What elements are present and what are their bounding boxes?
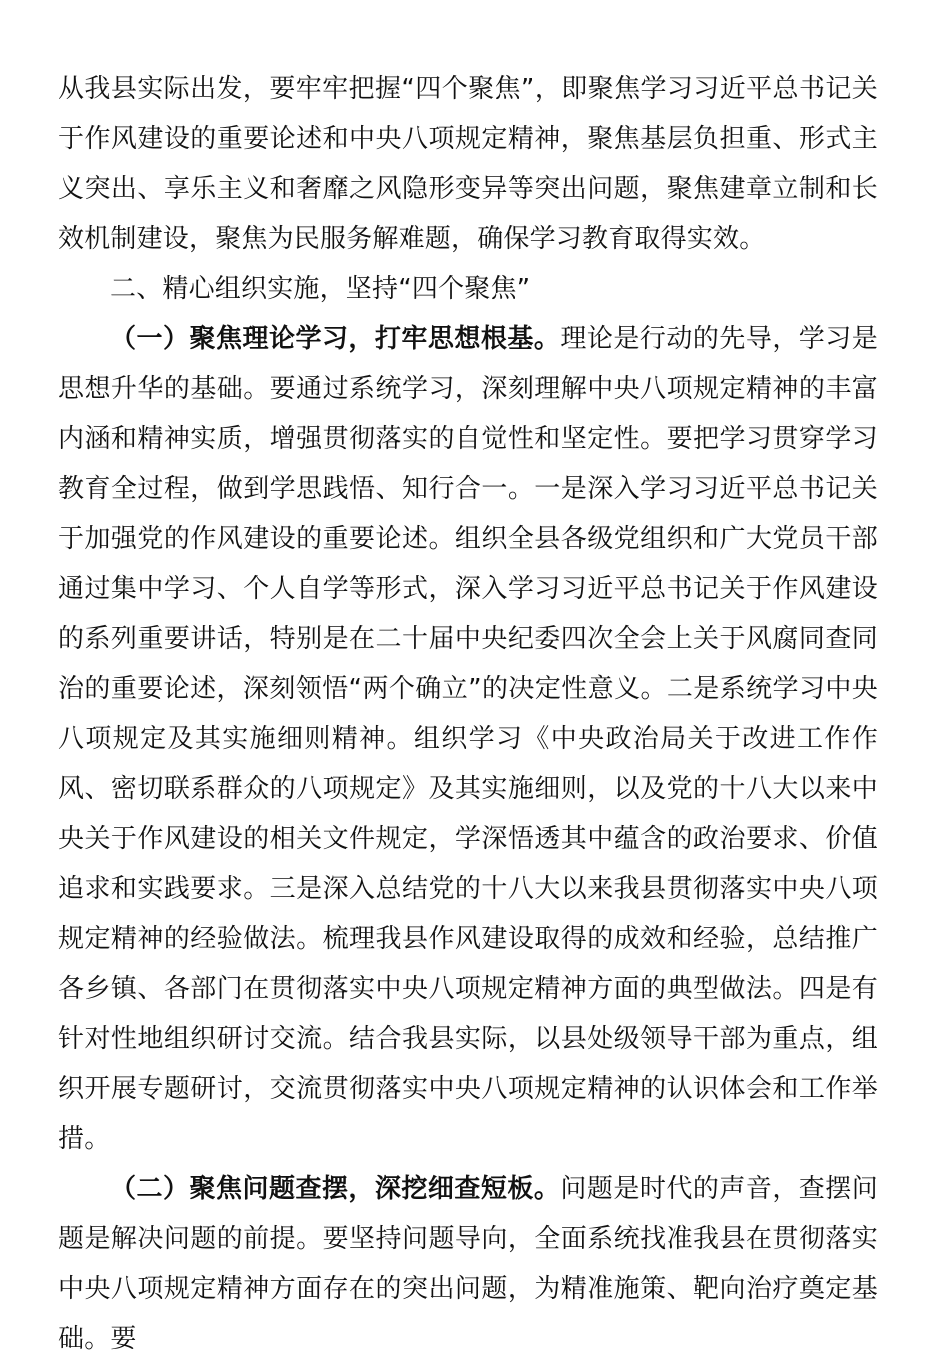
paragraph-problem-check (58, 1164, 878, 1364)
paragraph-theory-study-body: 理论是行动的先导，学习是思想升华的基础。要通过系统学习，深刻理解中央八项规定精神的丰富内涵和精神实质，增强贯彻落实的自觉性和坚定性。要把学习贯穿学习教育全过程，做到学思践悟、知行合一。一是深入学习习近平总书记关于加强党的作风建设的重要论述。组织全县各级党组织和广大党员干部通过集中学习、个人自学等形式，深入学习习近平总书记关于作风建设的系列重要讲话，特别是在二十届中央纪委四次全会上关于风腐同查同治的重要论述，深刻领悟“两个确立”的决定性意义。二是系统学习中央八项规定及其实施细则精神。组织学习《中央政治局关于改进工作作风、密切联系群众的八项规定》及其实施细则，以及党的十八大以来中央关于作风建设的相关文件规定，学深悟透其中蕴含的政治要求、价值追求和实践要求。三是深入总结党的十八大以来我县贯彻落实中央八项规定精神的经验做法。梳理我县作风建设取得的成效和经验，总结推广各乡镇、各部门在贯彻落实中央八项规定精神方面的典型做法。四是有针对性地组织研讨交流。结合我县实际，以县处级领导干部为重点，组织开展专题研讨，交流贯彻落实中央八项规定精神的认识体会和工作举措。 (58, 324, 878, 1154)
paragraph-intro: 从我县实际出发，要牢牢把握“四个聚焦”，即聚焦学习习近平总书记关于作风建设的重要论述和中央八项规定精神，聚焦基层负担重、形式主义突出、享乐主义和奢靡之风隐形变异等突出问题，聚焦建章立制和长效机制建设，聚焦为民服务解难题，确保学习教育取得实效。 (58, 74, 878, 254)
paragraph-problem-check-body: 问题是时代的声音，查摆问题是解决问题的前提。要坚持问题导向，全面系统找准我县在贯彻落实中央八项规定精神方面存在的突出问题，为精准施策、靶向治疗奠定基础。要 (58, 1174, 878, 1354)
paragraph-theory-study (58, 314, 878, 1164)
section-heading-two: 二、精心组织实施，坚持“四个聚焦” (110, 274, 531, 304)
subheading-theory-study: （一）聚焦理论学习，打牢思想根基。 (110, 324, 561, 354)
subheading-problem-check: （二）聚焦问题查摆，深挖细查短板。 (110, 1174, 561, 1204)
document-page (58, 64, 878, 1364)
